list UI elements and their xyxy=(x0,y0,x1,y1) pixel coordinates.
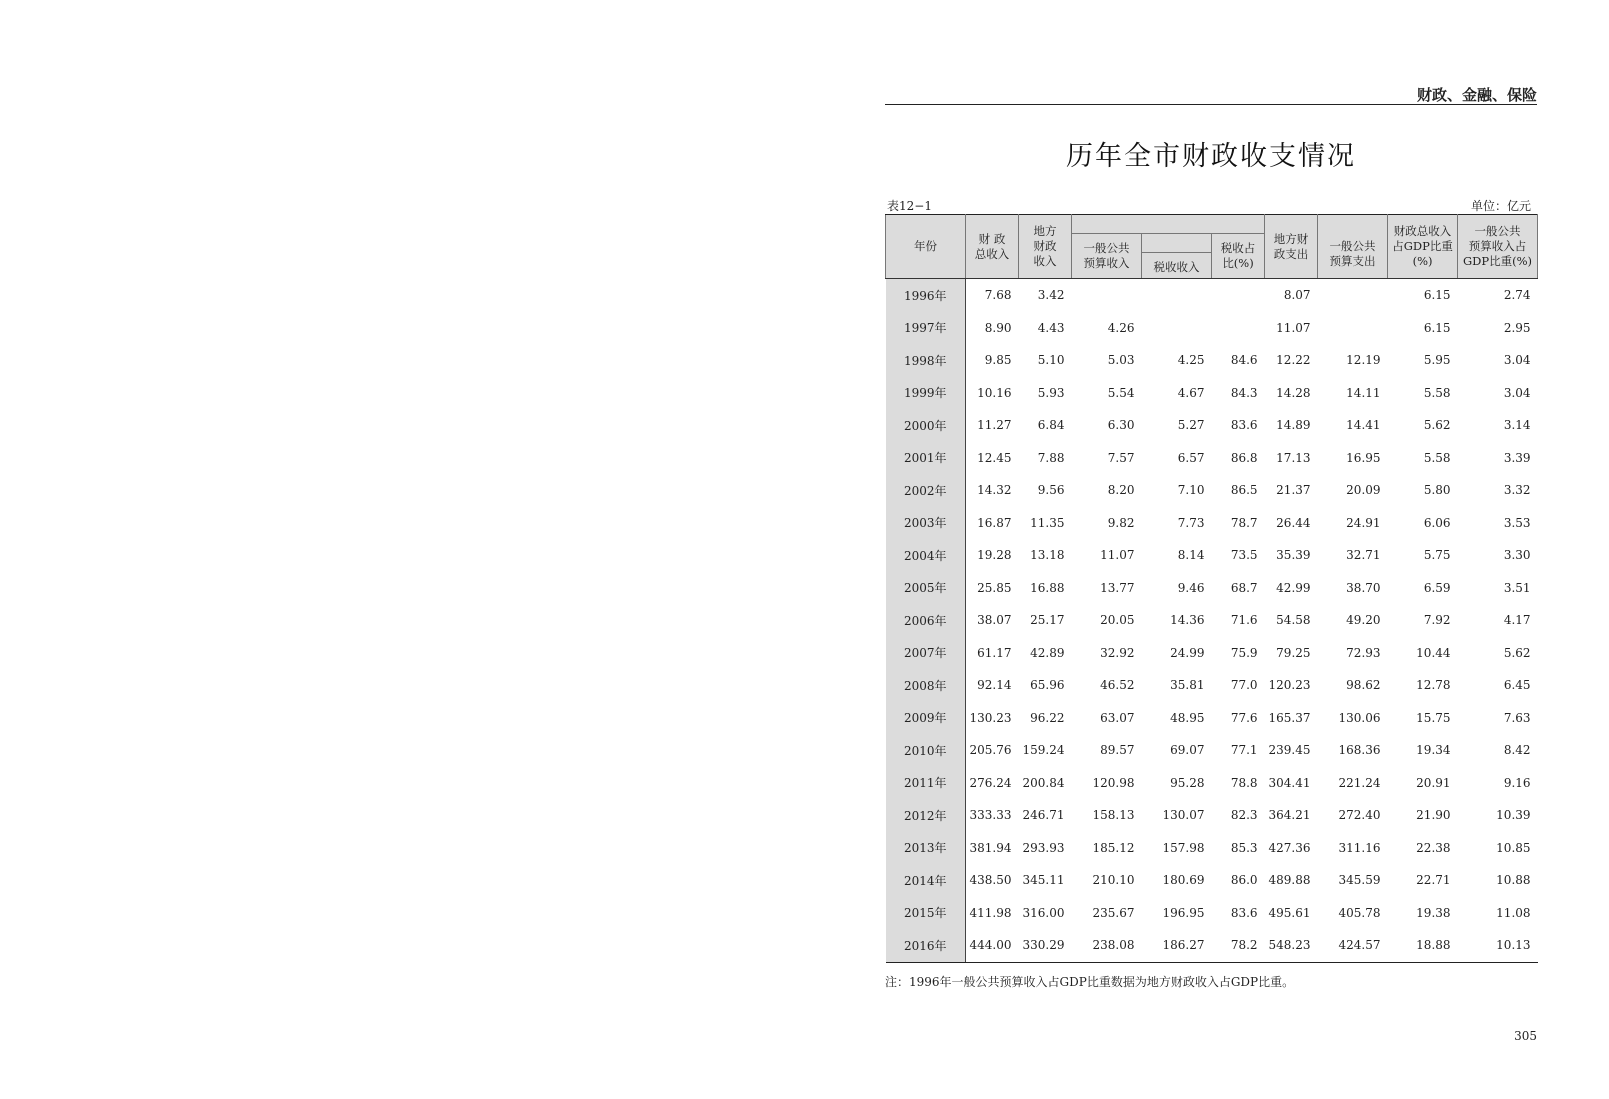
table-cell: 38.07 xyxy=(977,613,1012,628)
row-year: 2006年 xyxy=(886,604,966,637)
table-cell: 12.78 xyxy=(1416,678,1451,693)
table-row xyxy=(886,832,1538,865)
table-cell: 330.29 xyxy=(1019,929,1072,962)
table-cell: 72.93 xyxy=(1346,645,1381,660)
table-cell: 424.57 xyxy=(1318,929,1388,962)
table-cell: 4.17 xyxy=(1503,613,1531,628)
table-cell: 65.96 xyxy=(1030,678,1065,693)
table-cell: 333.33 xyxy=(969,808,1012,823)
table-cell: 3.39 xyxy=(1503,450,1531,465)
table-cell: 3.30 xyxy=(1503,548,1531,563)
table-cell: 196.95 xyxy=(1162,905,1205,920)
header-tax-share: 税收占 比(%) xyxy=(1212,234,1265,279)
table-cell: 381.94 xyxy=(969,840,1012,855)
table-cell: 48.95 xyxy=(1170,710,1205,725)
table-cell: 238.08 xyxy=(1072,929,1142,962)
table-cell: 5.27 xyxy=(1177,418,1205,433)
table-cell: 548.23 xyxy=(1265,929,1318,962)
table-cell: 98.62 xyxy=(1346,678,1381,693)
table-cell: 438.50 xyxy=(969,873,1012,888)
table-cell: 120.23 xyxy=(1268,678,1311,693)
row-year: 1998年 xyxy=(886,344,966,377)
table-cell: 405.78 xyxy=(1338,905,1381,920)
table-cell: 159.24 xyxy=(1022,743,1065,758)
table-row xyxy=(886,702,1538,735)
table-row xyxy=(886,539,1538,572)
table-row xyxy=(886,864,1538,897)
table-cell: 4.26 xyxy=(1107,320,1135,335)
table-cell: 158.13 xyxy=(1092,808,1135,823)
table-cell xyxy=(1142,279,1212,312)
table-cell: 84.6 xyxy=(1230,353,1258,368)
table-cell: 63.07 xyxy=(1100,710,1135,725)
table-cell: 8.14 xyxy=(1177,548,1205,563)
table-cell: 16.95 xyxy=(1346,450,1381,465)
table-cell: 5.95 xyxy=(1423,353,1451,368)
table-cell: 15.75 xyxy=(1416,710,1451,725)
table-cell: 49.20 xyxy=(1346,613,1381,628)
header-local-expenditure: 地方财 政支出 xyxy=(1265,215,1318,279)
table-cell: 89.57 xyxy=(1100,743,1135,758)
table-cell: 411.98 xyxy=(969,905,1012,920)
table-cell: 82.3 xyxy=(1230,808,1258,823)
row-year: 2015年 xyxy=(886,897,966,930)
table-cell: 73.5 xyxy=(1230,548,1258,563)
book-page xyxy=(885,0,1537,1099)
table-row xyxy=(886,799,1538,832)
table-cell: 20.09 xyxy=(1346,483,1381,498)
table-cell: 304.41 xyxy=(1268,775,1311,790)
table-cell: 6.30 xyxy=(1107,418,1135,433)
table-cell: 14.36 xyxy=(1170,613,1205,628)
table-row xyxy=(886,669,1538,702)
table-cell: 9.85 xyxy=(984,353,1012,368)
row-year: 2005年 xyxy=(886,572,966,605)
table-cell: 5.93 xyxy=(1037,385,1065,400)
header-local-revenue: 地方 财政 收入 xyxy=(1019,215,1072,279)
row-year: 2007年 xyxy=(886,637,966,670)
table-row xyxy=(886,344,1538,377)
table-cell: 5.62 xyxy=(1423,418,1451,433)
table-cell: 364.21 xyxy=(1268,808,1311,823)
table-cell: 246.71 xyxy=(1022,808,1065,823)
table-cell: 79.25 xyxy=(1276,645,1311,660)
table-row xyxy=(886,312,1538,345)
header-year: 年份 xyxy=(886,215,966,279)
table-cell: 239.45 xyxy=(1268,743,1311,758)
table-cell: 14.28 xyxy=(1276,385,1311,400)
table-cell: 24.99 xyxy=(1170,645,1205,660)
table-cell: 6.15 xyxy=(1423,288,1451,303)
row-year: 2001年 xyxy=(886,442,966,475)
table-cell: 6.59 xyxy=(1423,580,1451,595)
table-cell: 4.67 xyxy=(1177,385,1205,400)
table-cell xyxy=(1212,279,1265,312)
table-cell: 8.42 xyxy=(1503,743,1531,758)
table-cell: 95.28 xyxy=(1170,775,1205,790)
table-cell: 26.44 xyxy=(1276,515,1311,530)
table-cell: 5.54 xyxy=(1107,385,1135,400)
table-note: 注：1996年一般公共预算收入占GDP比重数据为地方财政收入占GDP比重。 xyxy=(885,975,1295,989)
page-title: 历年全市财政收支情况 xyxy=(1066,141,1356,172)
table-cell: 77.1 xyxy=(1230,743,1258,758)
table-cell: 18.88 xyxy=(1388,929,1458,962)
table-cell: 210.10 xyxy=(1092,873,1135,888)
table-cell: 489.88 xyxy=(1268,873,1311,888)
table-cell: 8.20 xyxy=(1107,483,1135,498)
row-year: 2003年 xyxy=(886,507,966,540)
table-cell: 9.16 xyxy=(1503,775,1531,790)
table-cell xyxy=(1318,279,1388,312)
table-cell: 68.7 xyxy=(1230,580,1258,595)
table-cell: 19.34 xyxy=(1416,743,1451,758)
table-cell: 10.85 xyxy=(1496,840,1531,855)
unit-label: 单位：亿元 xyxy=(1470,199,1531,213)
header-tax-revenue: 税收收入 xyxy=(1142,253,1212,279)
table-cell: 12.19 xyxy=(1346,353,1381,368)
table-cell: 157.98 xyxy=(1162,840,1205,855)
table-cell: 22.38 xyxy=(1416,840,1451,855)
table-number: 表12−1 xyxy=(887,199,932,213)
table-body xyxy=(886,279,1538,963)
table-cell: 316.00 xyxy=(1022,905,1065,920)
row-year: 2010年 xyxy=(886,734,966,767)
table-row xyxy=(886,442,1538,475)
row-year: 2008年 xyxy=(886,669,966,702)
table-cell: 10.39 xyxy=(1496,808,1531,823)
row-year: 1999年 xyxy=(886,377,966,410)
table-cell: 444.00 xyxy=(966,929,1019,962)
table-cell: 7.92 xyxy=(1423,613,1451,628)
row-year: 2000年 xyxy=(886,409,966,442)
header-general-budget-expenditure: 一般公共 预算支出 xyxy=(1318,215,1388,279)
table-cell: 16.87 xyxy=(977,515,1012,530)
finance-table xyxy=(885,214,1538,963)
table-cell: 86.0 xyxy=(1230,873,1258,888)
row-year: 2004年 xyxy=(886,539,966,572)
header-revenue-group xyxy=(1072,215,1265,234)
table-cell: 20.05 xyxy=(1100,613,1135,628)
table-cell: 5.03 xyxy=(1107,353,1135,368)
table-cell: 11.35 xyxy=(1030,515,1065,530)
table-cell: 2.74 xyxy=(1503,288,1531,303)
table-cell: 21.90 xyxy=(1416,808,1451,823)
table-cell: 21.37 xyxy=(1276,483,1311,498)
table-cell: 293.93 xyxy=(1022,840,1065,855)
table-cell: 8.90 xyxy=(984,320,1012,335)
header-total-revenue-gdp: 财政总收入 占GDP比重 (%) xyxy=(1388,215,1458,279)
table-row xyxy=(886,734,1538,767)
table-cell: 7.63 xyxy=(1503,710,1531,725)
table-cell: 19.38 xyxy=(1416,905,1451,920)
table-cell xyxy=(1072,279,1142,312)
table-cell: 69.07 xyxy=(1170,743,1205,758)
table-row xyxy=(886,279,1538,312)
table-cell: 272.40 xyxy=(1338,808,1381,823)
table-cell: 12.45 xyxy=(977,450,1012,465)
table-cell: 9.56 xyxy=(1037,483,1065,498)
table-cell: 2.95 xyxy=(1503,320,1531,335)
table-cell: 14.11 xyxy=(1346,385,1381,400)
table-cell: 185.12 xyxy=(1092,840,1135,855)
table-cell: 200.84 xyxy=(1022,775,1065,790)
table-row xyxy=(886,637,1538,670)
table-cell: 78.2 xyxy=(1212,929,1265,962)
header-general-budget-gdp: 一般公共 预算收入占 GDP比重(%) xyxy=(1458,215,1538,279)
table-cell: 6.45 xyxy=(1503,678,1531,693)
table-cell: 35.81 xyxy=(1170,678,1205,693)
table-cell: 130.23 xyxy=(969,710,1012,725)
table-cell: 180.69 xyxy=(1162,873,1205,888)
table-cell: 130.07 xyxy=(1162,808,1205,823)
table-cell: 7.68 xyxy=(984,288,1012,303)
table-row xyxy=(886,604,1538,637)
table-cell: 4.43 xyxy=(1037,320,1065,335)
table-cell: 25.17 xyxy=(1030,613,1065,628)
table-cell: 12.22 xyxy=(1276,353,1311,368)
table-cell: 186.27 xyxy=(1142,929,1212,962)
table-cell: 96.22 xyxy=(1030,710,1065,725)
row-year: 2002年 xyxy=(886,474,966,507)
table-cell: 235.67 xyxy=(1092,905,1135,920)
table-cell: 5.58 xyxy=(1423,450,1451,465)
table-cell: 77.6 xyxy=(1230,710,1258,725)
table-cell: 4.25 xyxy=(1177,353,1205,368)
table-cell: 77.0 xyxy=(1230,678,1258,693)
table-cell: 6.15 xyxy=(1423,320,1451,335)
table-row xyxy=(886,897,1538,930)
table-cell: 3.14 xyxy=(1503,418,1531,433)
header-total-revenue: 财 政 总收入 xyxy=(966,215,1019,279)
table-cell: 42.89 xyxy=(1030,645,1065,660)
header-tax-group xyxy=(1142,234,1212,253)
table-cell xyxy=(1318,312,1388,345)
table-cell: 11.08 xyxy=(1496,905,1531,920)
table-cell: 85.3 xyxy=(1230,840,1258,855)
table-cell: 16.88 xyxy=(1030,580,1065,595)
row-year: 2014年 xyxy=(886,864,966,897)
table-cell: 311.16 xyxy=(1338,840,1381,855)
table-cell: 6.84 xyxy=(1037,418,1065,433)
page-number: 305 xyxy=(1514,1029,1537,1043)
row-year: 2011年 xyxy=(886,767,966,800)
table-cell: 130.06 xyxy=(1338,710,1381,725)
table-cell: 5.75 xyxy=(1423,548,1451,563)
table-cell: 495.61 xyxy=(1268,905,1311,920)
table-cell: 7.10 xyxy=(1177,483,1205,498)
row-year: 1996年 xyxy=(886,279,966,312)
table-cell: 75.9 xyxy=(1230,645,1258,660)
table-cell: 11.07 xyxy=(1100,548,1135,563)
table-cell: 32.71 xyxy=(1346,548,1381,563)
header-general-budget-revenue: 一般公共 预算收入 xyxy=(1072,234,1142,279)
table-cell: 13.77 xyxy=(1100,580,1135,595)
table-cell: 19.28 xyxy=(977,548,1012,563)
table-cell: 5.62 xyxy=(1503,645,1531,660)
table-cell: 345.11 xyxy=(1022,873,1065,888)
table-cell: 25.85 xyxy=(977,580,1012,595)
table-cell: 10.16 xyxy=(977,385,1012,400)
row-year: 2009年 xyxy=(886,702,966,735)
table-cell: 92.14 xyxy=(977,678,1012,693)
table-cell: 3.04 xyxy=(1503,385,1531,400)
table-cell: 54.58 xyxy=(1276,613,1311,628)
table-cell: 86.5 xyxy=(1230,483,1258,498)
table-cell: 78.8 xyxy=(1230,775,1258,790)
table-cell: 3.42 xyxy=(1037,288,1065,303)
table-cell: 7.88 xyxy=(1037,450,1065,465)
row-year: 2012年 xyxy=(886,799,966,832)
table-cell: 61.17 xyxy=(977,645,1012,660)
row-year: 1997年 xyxy=(886,312,966,345)
running-head: 财政、金融、保险 xyxy=(1416,86,1537,104)
table-cell: 11.27 xyxy=(977,418,1012,433)
table-cell: 8.07 xyxy=(1283,288,1311,303)
table-cell: 78.7 xyxy=(1230,515,1258,530)
table-row xyxy=(886,409,1538,442)
table-cell: 10.88 xyxy=(1496,873,1531,888)
table-cell: 10.44 xyxy=(1416,645,1451,660)
table-cell: 3.51 xyxy=(1503,580,1531,595)
table-cell: 11.07 xyxy=(1276,320,1311,335)
table-cell: 3.04 xyxy=(1503,353,1531,368)
table-cell: 221.24 xyxy=(1338,775,1381,790)
table-cell: 24.91 xyxy=(1346,515,1381,530)
table-row xyxy=(886,572,1538,605)
table-cell: 7.73 xyxy=(1177,515,1205,530)
table-cell: 22.71 xyxy=(1416,873,1451,888)
table-cell: 276.24 xyxy=(969,775,1012,790)
table-cell: 71.6 xyxy=(1230,613,1258,628)
table-cell: 84.3 xyxy=(1230,385,1258,400)
table-cell: 14.89 xyxy=(1276,418,1311,433)
table-cell: 5.80 xyxy=(1423,483,1451,498)
table-cell: 6.06 xyxy=(1423,515,1451,530)
table-cell: 35.39 xyxy=(1276,548,1311,563)
table-cell: 205.76 xyxy=(969,743,1012,758)
row-year: 2013年 xyxy=(886,832,966,865)
table-cell: 14.32 xyxy=(977,483,1012,498)
header-rule xyxy=(885,104,1537,105)
table-cell: 3.32 xyxy=(1503,483,1531,498)
table-cell: 20.91 xyxy=(1416,775,1451,790)
table-cell: 13.18 xyxy=(1030,548,1065,563)
table-cell: 83.6 xyxy=(1230,418,1258,433)
row-year: 2016年 xyxy=(886,929,966,962)
table-cell: 7.57 xyxy=(1107,450,1135,465)
table-row xyxy=(886,474,1538,507)
table-cell: 9.46 xyxy=(1177,580,1205,595)
table-cell xyxy=(1142,312,1212,345)
table-cell: 6.57 xyxy=(1177,450,1205,465)
table-cell: 345.59 xyxy=(1338,873,1381,888)
table-cell: 5.58 xyxy=(1423,385,1451,400)
table-cell: 17.13 xyxy=(1276,450,1311,465)
table-row xyxy=(886,767,1538,800)
table-cell xyxy=(1212,312,1265,345)
table-cell: 9.82 xyxy=(1107,515,1135,530)
table-cell: 42.99 xyxy=(1276,580,1311,595)
table-cell: 46.52 xyxy=(1100,678,1135,693)
table-cell: 3.53 xyxy=(1503,515,1531,530)
table-cell: 14.41 xyxy=(1346,418,1381,433)
table-cell: 32.92 xyxy=(1100,645,1135,660)
table-row xyxy=(886,929,1538,962)
table-row xyxy=(886,377,1538,410)
table-cell: 83.6 xyxy=(1230,905,1258,920)
table-cell: 165.37 xyxy=(1268,710,1311,725)
table-row xyxy=(886,507,1538,540)
table-cell: 5.10 xyxy=(1037,353,1065,368)
table-cell: 10.13 xyxy=(1458,929,1538,962)
table-cell: 427.36 xyxy=(1268,840,1311,855)
table-cell: 168.36 xyxy=(1338,743,1381,758)
table-cell: 38.70 xyxy=(1346,580,1381,595)
table-cell: 120.98 xyxy=(1092,775,1135,790)
table-cell: 86.8 xyxy=(1230,450,1258,465)
